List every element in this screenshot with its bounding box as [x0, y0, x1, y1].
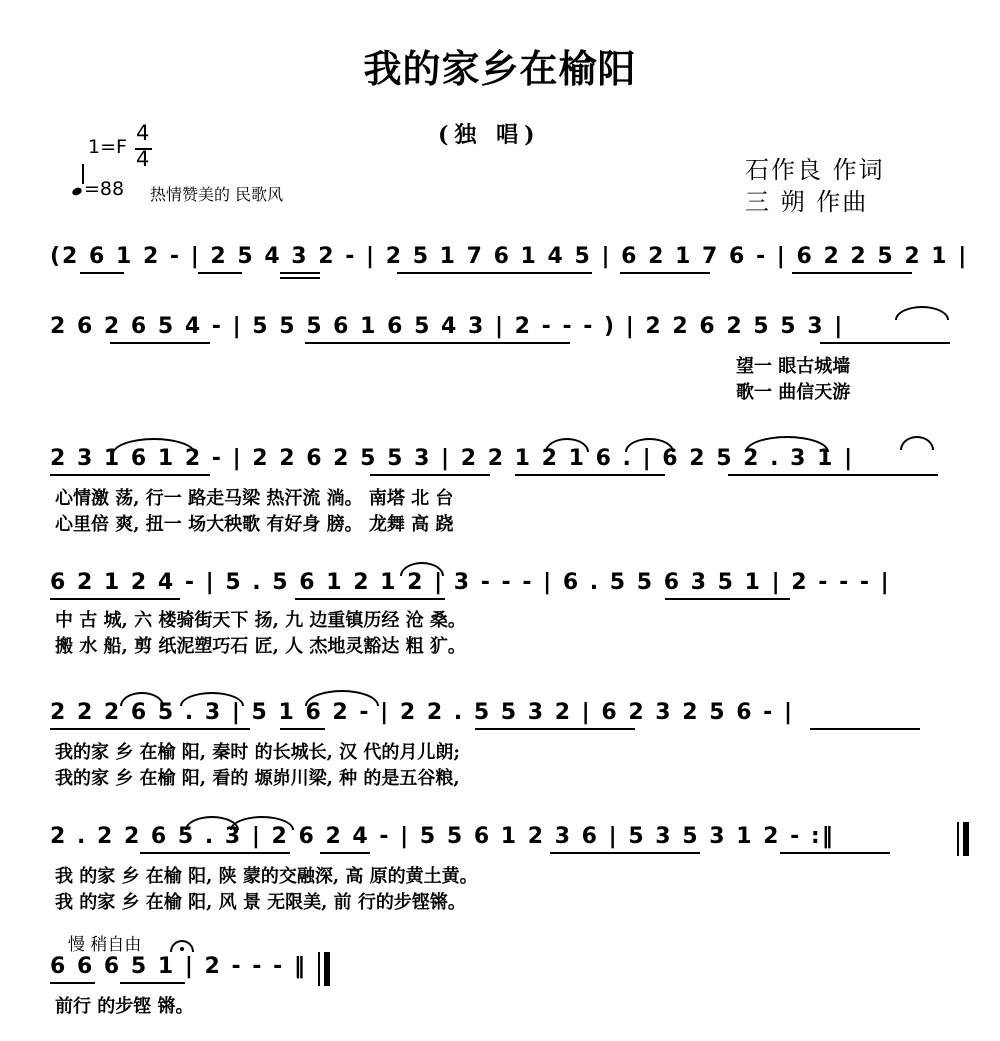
slur — [745, 436, 829, 452]
notation-line-6: 2 . 2 2 6 5 . 3 | 2 6 2 4 - | 5 5 6 1 2 3 6 | 5 3 5 3 1 2 - :‖ — [50, 824, 835, 849]
time-signature-top: 4 — [136, 121, 150, 145]
underline — [295, 598, 445, 600]
underline — [397, 272, 592, 274]
underline — [820, 342, 950, 344]
slur — [112, 438, 196, 454]
lyrics-line-6-verse-2: 我 的家 乡 在榆 阳, 风 景 无限美, 前 行的步铿锵。 — [55, 892, 466, 913]
underline — [515, 474, 665, 476]
underline — [50, 474, 210, 476]
end-bar-thin — [318, 952, 320, 986]
song-title: 我的家乡在榆阳 — [363, 46, 637, 91]
expression-mark: 热情赞美的 民歌风 — [150, 185, 284, 204]
underline — [780, 852, 890, 854]
notation-line-5: 2 2 2 6 5 . 3 | 5 1 6 2 - | 2 2 . 5 5 3 2 | 6 2 3 2 5 6 - | — [50, 700, 795, 725]
double-underline — [280, 277, 320, 279]
underline — [728, 474, 938, 476]
slur — [400, 562, 444, 576]
end-bar-thick — [324, 952, 330, 986]
subtitle: (独 唱) — [438, 122, 541, 148]
slur — [895, 306, 949, 320]
tempo-marking — [72, 178, 124, 200]
underline — [550, 852, 700, 854]
slur — [120, 692, 164, 706]
tempo-value: =88 — [84, 178, 125, 200]
underline — [50, 728, 250, 730]
underline — [475, 728, 635, 730]
notation-line-2: 2 6 2 6 5 4 - | 5 5 5 6 1 6 5 4 3 | 2 - - - ) | 2 2 6 2 5 5 3 | — [50, 314, 845, 339]
lyrics-line-7: 前行 的步铿 锵。 — [55, 996, 194, 1017]
time-signature-bottom: 4 — [136, 147, 150, 171]
lyrics-line-3-verse-2: 心里倍 爽, 扭一 场大秧歌 有好身 膀。 龙舞 高 跷 — [55, 514, 454, 535]
composer-credit: 三 朔 作曲 — [745, 188, 869, 216]
slur — [230, 816, 294, 830]
underline — [50, 982, 95, 984]
lyrics-line-2-verse-1: 望一 眼古城墙 — [736, 356, 851, 377]
notation-line-1: (2 6 1 2 - | 2 5 4 3 2 - | 2 5 1 7 6 1 4 5 | 6 2 1 7 6 - | 6 2 2 5 2 1 | — [50, 244, 969, 269]
slur — [900, 436, 934, 450]
underline — [140, 852, 290, 854]
lyrics-line-4-verse-1: 中 古 城, 六 楼骑街天下 扬, 九 边重镇历经 沧 桑。 — [55, 610, 466, 631]
underline — [665, 598, 790, 600]
notation-line-7: 6 6 6 5 1 | 2 - - - ‖ — [50, 954, 307, 979]
slur — [305, 690, 379, 706]
underline — [50, 598, 180, 600]
lyrics-line-5-verse-1: 我的家 乡 在榆 阳, 秦时 的长城长, 汉 代的月儿朗; — [55, 742, 461, 763]
underline — [620, 272, 710, 274]
notation-line-4: 6 2 1 2 4 - | 5 . 5 6 1 2 1 2 | 3 - - - | 6 . 5 5 6 3 5 1 | 2 - - - | — [50, 570, 891, 595]
underline — [792, 272, 912, 274]
repeat-bar-thin — [957, 822, 959, 856]
underline — [280, 272, 320, 274]
lyricist-credit: 石作良 作词 — [745, 156, 885, 184]
notation-line-3: 2 3 1 6 1 2 - | 2 2 6 2 5 5 3 | 2 2 1 2 1 6 . | 6 2 5 2 . 3 1 | — [50, 446, 855, 471]
lyrics-line-2-verse-2: 歌一 曲信天游 — [736, 382, 851, 403]
underline — [120, 982, 185, 984]
lyrics-line-6-verse-1: 我 的家 乡 在榆 阳, 陕 蒙的交融深, 高 原的黄土黄。 — [55, 866, 478, 887]
repeat-bar-thick — [963, 822, 969, 856]
underline — [810, 728, 920, 730]
expression-slow: 慢 稍自由 — [68, 935, 142, 955]
underline — [198, 272, 242, 274]
underline — [370, 474, 490, 476]
slur — [180, 692, 244, 706]
slur — [545, 438, 589, 452]
lyrics-line-3-verse-1: 心情激 荡, 行一 路走马梁 热汗流 淌。 南塔 北 台 — [55, 488, 454, 509]
slur — [625, 438, 674, 452]
underline — [320, 852, 370, 854]
underline — [110, 342, 210, 344]
quarter-note-icon — [71, 186, 83, 197]
underline — [305, 342, 570, 344]
lyrics-line-4-verse-2: 搬 水 船, 剪 纸泥塑巧石 匠, 人 杰地灵豁达 粗 犷。 — [55, 636, 466, 657]
underline — [80, 272, 124, 274]
note-stem — [82, 164, 84, 184]
fermata-dot — [180, 947, 184, 951]
key-signature: 1=F — [88, 136, 127, 158]
lyrics-line-5-verse-2: 我的家 乡 在榆 阳, 看的 塬峁川梁, 种 的是五谷粮, — [55, 768, 460, 789]
underline — [280, 728, 325, 730]
